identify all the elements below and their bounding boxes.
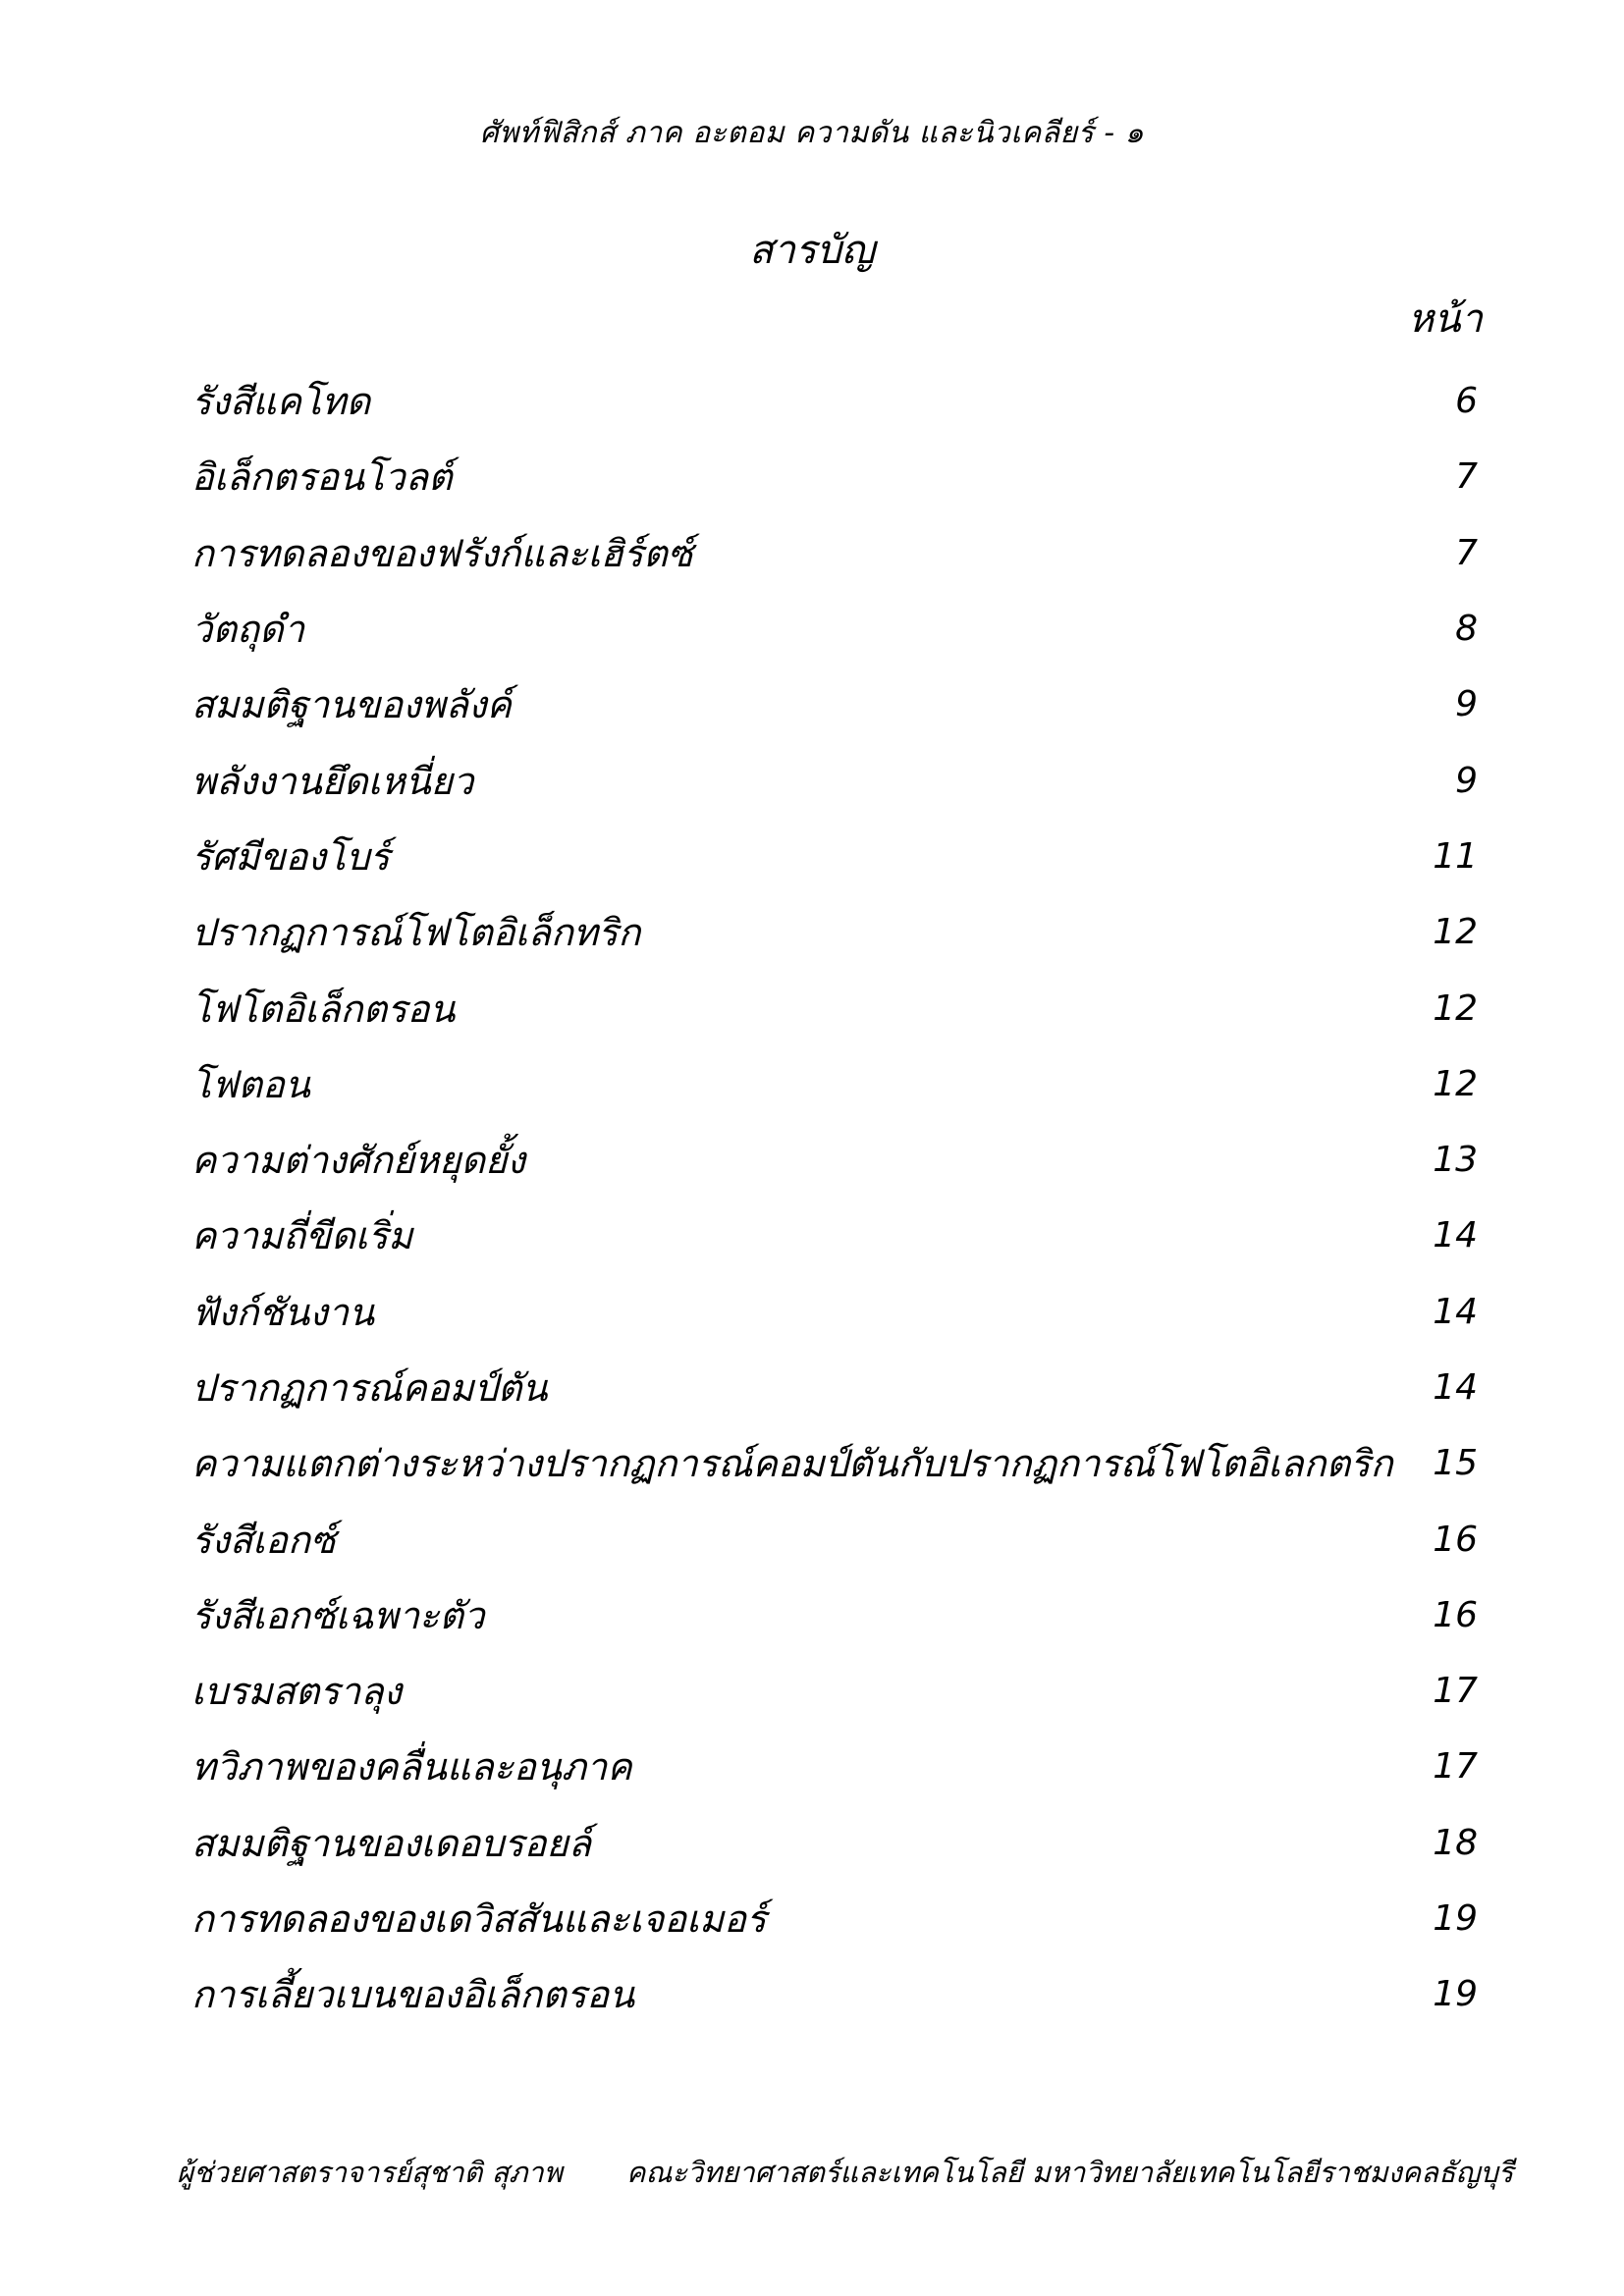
toc-entry-page: 12 bbox=[1433, 988, 1478, 1029]
toc-entry bbox=[191, 1501, 1478, 1576]
footer-affiliation: คณะวิทยาศาสตร์และเทคโนโลยี มหาวิทยาลัยเทคโนโลยีราชมงคลธัญบุรี bbox=[626, 2156, 1514, 2189]
toc-entry-title: โฟโตอิเล็กตรอน bbox=[191, 987, 456, 1031]
toc-entry-title: ฟังก์ชันงาน bbox=[191, 1290, 375, 1334]
toc-entry-page: 7 bbox=[1455, 532, 1478, 573]
toc-entry-page: 14 bbox=[1433, 1291, 1478, 1332]
toc-title: สารบัญ bbox=[749, 228, 875, 273]
toc-entry bbox=[191, 1881, 1478, 1956]
toc-entry-title: การทดลองของฟรังก์และเฮิร์ตซ์ bbox=[191, 531, 693, 575]
toc-entry bbox=[191, 1956, 1478, 2032]
toc-entry-page: 17 bbox=[1433, 1671, 1478, 1712]
toc-entry-page: 13 bbox=[1433, 1140, 1478, 1181]
toc-entry-page: 9 bbox=[1455, 684, 1478, 725]
toc-entry-title: ความต่างศักย์หยุดยั้ง bbox=[191, 1139, 525, 1183]
toc-entry-page: 15 bbox=[1433, 1443, 1478, 1484]
toc-entry-page: 16 bbox=[1433, 1519, 1478, 1560]
toc-entry bbox=[191, 1350, 1478, 1425]
toc-entry-page: 17 bbox=[1433, 1746, 1478, 1788]
toc-entry-page: 16 bbox=[1433, 1594, 1478, 1635]
toc-entry bbox=[191, 363, 1478, 439]
toc-entry bbox=[191, 1805, 1478, 1881]
toc-entry bbox=[191, 1425, 1478, 1501]
footer-author: ผู้ช่วยศาสตราจารย์สุชาติ สุภาพ bbox=[177, 2156, 563, 2189]
toc-entry-title: รังสีเอกซ์ bbox=[191, 1518, 336, 1562]
toc-entry bbox=[191, 819, 1478, 894]
toc-entry bbox=[191, 1577, 1478, 1653]
toc-entry-page: 8 bbox=[1455, 609, 1478, 650]
toc-entry-title: ความถี่ขีดเริ่ม bbox=[191, 1214, 413, 1258]
toc-entry-page: 14 bbox=[1433, 1367, 1478, 1408]
toc-entry bbox=[191, 1122, 1478, 1198]
toc-entry bbox=[191, 1729, 1478, 1804]
toc-entry bbox=[191, 894, 1478, 970]
toc-entry-title: รังสีเอกซ์เฉพาะตัว bbox=[191, 1593, 485, 1637]
page-column-label: หน้า bbox=[1407, 296, 1483, 342]
toc-entry-title: การทดลองของเดวิสสันและเจอเมอร์ bbox=[191, 1897, 767, 1942]
toc-list bbox=[191, 363, 1478, 2033]
toc-entry-title: ทวิภาพของคลื่นและอนุภาค bbox=[191, 1745, 632, 1789]
toc-entry-title: ปรากฏการณ์โฟโตอิเล็กทริก bbox=[191, 911, 641, 955]
toc-entry bbox=[191, 742, 1478, 818]
toc-entry bbox=[191, 1046, 1478, 1122]
toc-entry-page: 12 bbox=[1433, 1063, 1478, 1104]
toc-entry bbox=[191, 1274, 1478, 1350]
toc-entry-page: 19 bbox=[1433, 1974, 1478, 2015]
toc-entry-title: สมมติฐานของเดอบรอยล์ bbox=[191, 1821, 591, 1865]
toc-entry-title: พลังงานยึดเหนี่ยว bbox=[191, 759, 474, 803]
toc-entry-page: 18 bbox=[1433, 1822, 1478, 1863]
toc-entry bbox=[191, 1653, 1478, 1729]
toc-entry bbox=[191, 591, 1478, 667]
toc-entry-page: 6 bbox=[1455, 381, 1478, 422]
toc-entry-page: 11 bbox=[1433, 835, 1478, 877]
toc-entry-page: 14 bbox=[1433, 1215, 1478, 1256]
toc-entry bbox=[191, 515, 1478, 591]
toc-entry-title: โฟตอน bbox=[191, 1062, 310, 1106]
toc-entry-title: วัตถุดำ bbox=[191, 608, 305, 652]
toc-entry-page: 7 bbox=[1455, 456, 1478, 498]
toc-entry-page: 19 bbox=[1433, 1898, 1478, 1940]
toc-entry-title: ความแตกต่างระหว่างปรากฏการณ์คอมป์ตันกับปรากฏการณ์โฟโตอิเลกตริก bbox=[191, 1442, 1393, 1486]
toc-entry bbox=[191, 1198, 1478, 1273]
page-footer bbox=[177, 2150, 1514, 2195]
running-header: ศัพท์ฟิสิกส์ ภาค อะตอม ความดัน และนิวเคลียร์ - ๑ bbox=[479, 116, 1145, 150]
toc-entry-title: อิเล็กตรอนโวลต์ bbox=[191, 455, 453, 500]
toc-entry bbox=[191, 667, 1478, 742]
toc-entry-title: เบรมสตราลุง bbox=[191, 1670, 403, 1714]
toc-entry-title: รัศมีของโบร์ bbox=[191, 834, 390, 879]
toc-entry-title: รังสีแคโทด bbox=[191, 380, 371, 424]
toc-entry-title: สมมติฐานของพลังค์ bbox=[191, 683, 512, 727]
toc-entry-title: ปรากฏการณ์คอมป์ตัน bbox=[191, 1366, 548, 1410]
toc-entry bbox=[191, 439, 1478, 514]
toc-entry-title: การเลี้ยวเบนของอิเล็กตรอน bbox=[191, 1973, 635, 2017]
toc-entry bbox=[191, 970, 1478, 1045]
toc-entry-page: 12 bbox=[1433, 912, 1478, 953]
toc-entry-page: 9 bbox=[1455, 760, 1478, 801]
